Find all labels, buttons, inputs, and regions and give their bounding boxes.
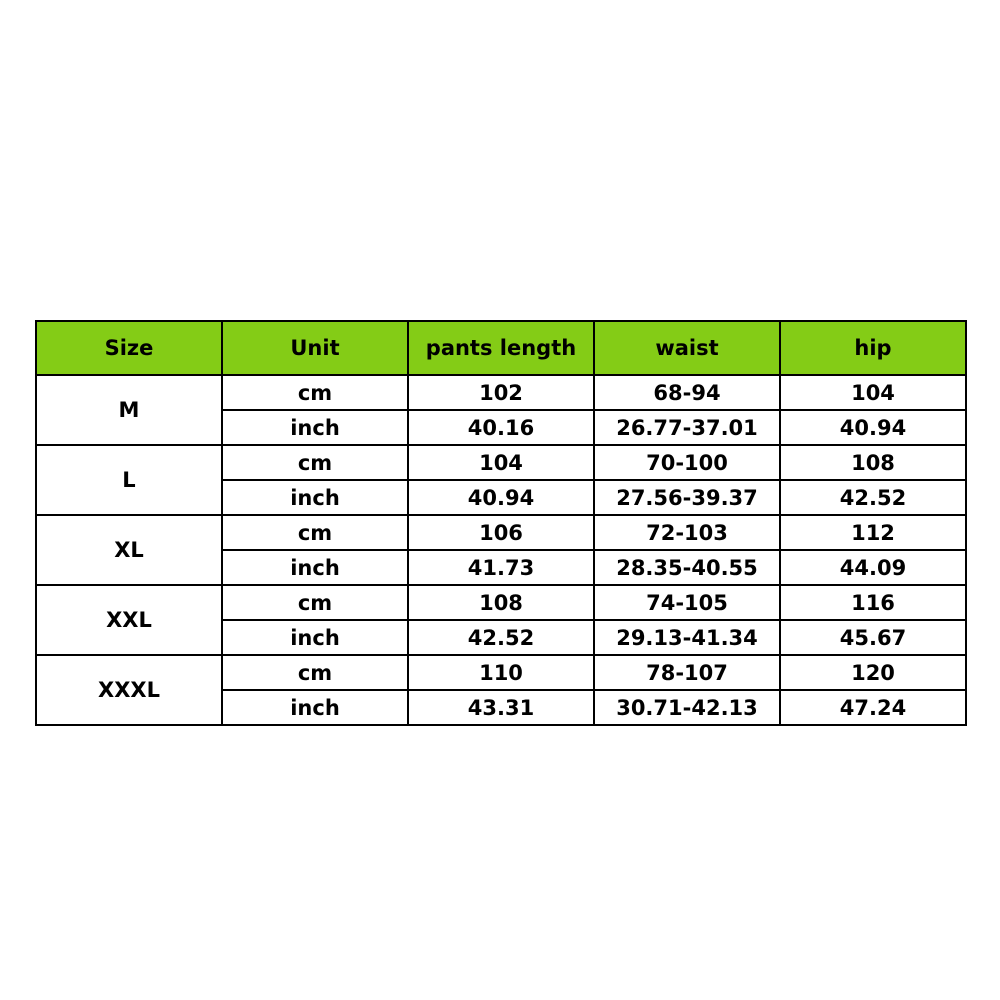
- header-size: Size: [36, 321, 222, 375]
- unit-cell: inch: [222, 480, 408, 515]
- header-hip: hip: [780, 321, 966, 375]
- size-label: L: [36, 445, 222, 515]
- table-row: [36, 375, 966, 410]
- table-row: [36, 655, 966, 690]
- pants-length-cell: 40.94: [408, 480, 594, 515]
- size-label: XXXL: [36, 655, 222, 725]
- header-unit: Unit: [222, 321, 408, 375]
- hip-cell: 116: [780, 585, 966, 620]
- hip-cell: 44.09: [780, 550, 966, 585]
- table-row: [36, 585, 966, 620]
- size-chart-table: [35, 320, 967, 726]
- pants-length-cell: 41.73: [408, 550, 594, 585]
- hip-cell: 42.52: [780, 480, 966, 515]
- unit-cell: cm: [222, 445, 408, 480]
- pants-length-cell: 42.52: [408, 620, 594, 655]
- waist-cell: 27.56-39.37: [594, 480, 780, 515]
- waist-cell: 29.13-41.34: [594, 620, 780, 655]
- unit-cell: inch: [222, 690, 408, 725]
- hip-cell: 45.67: [780, 620, 966, 655]
- hip-cell: 40.94: [780, 410, 966, 445]
- waist-cell: 72-103: [594, 515, 780, 550]
- waist-cell: 30.71-42.13: [594, 690, 780, 725]
- size-chart-body: [36, 375, 966, 725]
- unit-cell: inch: [222, 620, 408, 655]
- table-row: [36, 515, 966, 550]
- unit-cell: cm: [222, 515, 408, 550]
- hip-cell: 104: [780, 375, 966, 410]
- unit-cell: inch: [222, 550, 408, 585]
- hip-cell: 47.24: [780, 690, 966, 725]
- unit-cell: cm: [222, 375, 408, 410]
- unit-cell: cm: [222, 585, 408, 620]
- table-row: [36, 445, 966, 480]
- pants-length-cell: 102: [408, 375, 594, 410]
- size-label: XL: [36, 515, 222, 585]
- header-waist: waist: [594, 321, 780, 375]
- waist-cell: 74-105: [594, 585, 780, 620]
- waist-cell: 26.77-37.01: [594, 410, 780, 445]
- hip-cell: 112: [780, 515, 966, 550]
- pants-length-cell: 108: [408, 585, 594, 620]
- waist-cell: 78-107: [594, 655, 780, 690]
- unit-cell: inch: [222, 410, 408, 445]
- hip-cell: 108: [780, 445, 966, 480]
- header-row: [36, 321, 966, 375]
- waist-cell: 70-100: [594, 445, 780, 480]
- hip-cell: 120: [780, 655, 966, 690]
- size-chart-header: [36, 321, 966, 375]
- waist-cell: 68-94: [594, 375, 780, 410]
- pants-length-cell: 106: [408, 515, 594, 550]
- size-label: M: [36, 375, 222, 445]
- pants-length-cell: 43.31: [408, 690, 594, 725]
- size-label: XXL: [36, 585, 222, 655]
- pants-length-cell: 104: [408, 445, 594, 480]
- pants-length-cell: 40.16: [408, 410, 594, 445]
- pants-length-cell: 110: [408, 655, 594, 690]
- header-pants-length: pants length: [408, 321, 594, 375]
- unit-cell: cm: [222, 655, 408, 690]
- waist-cell: 28.35-40.55: [594, 550, 780, 585]
